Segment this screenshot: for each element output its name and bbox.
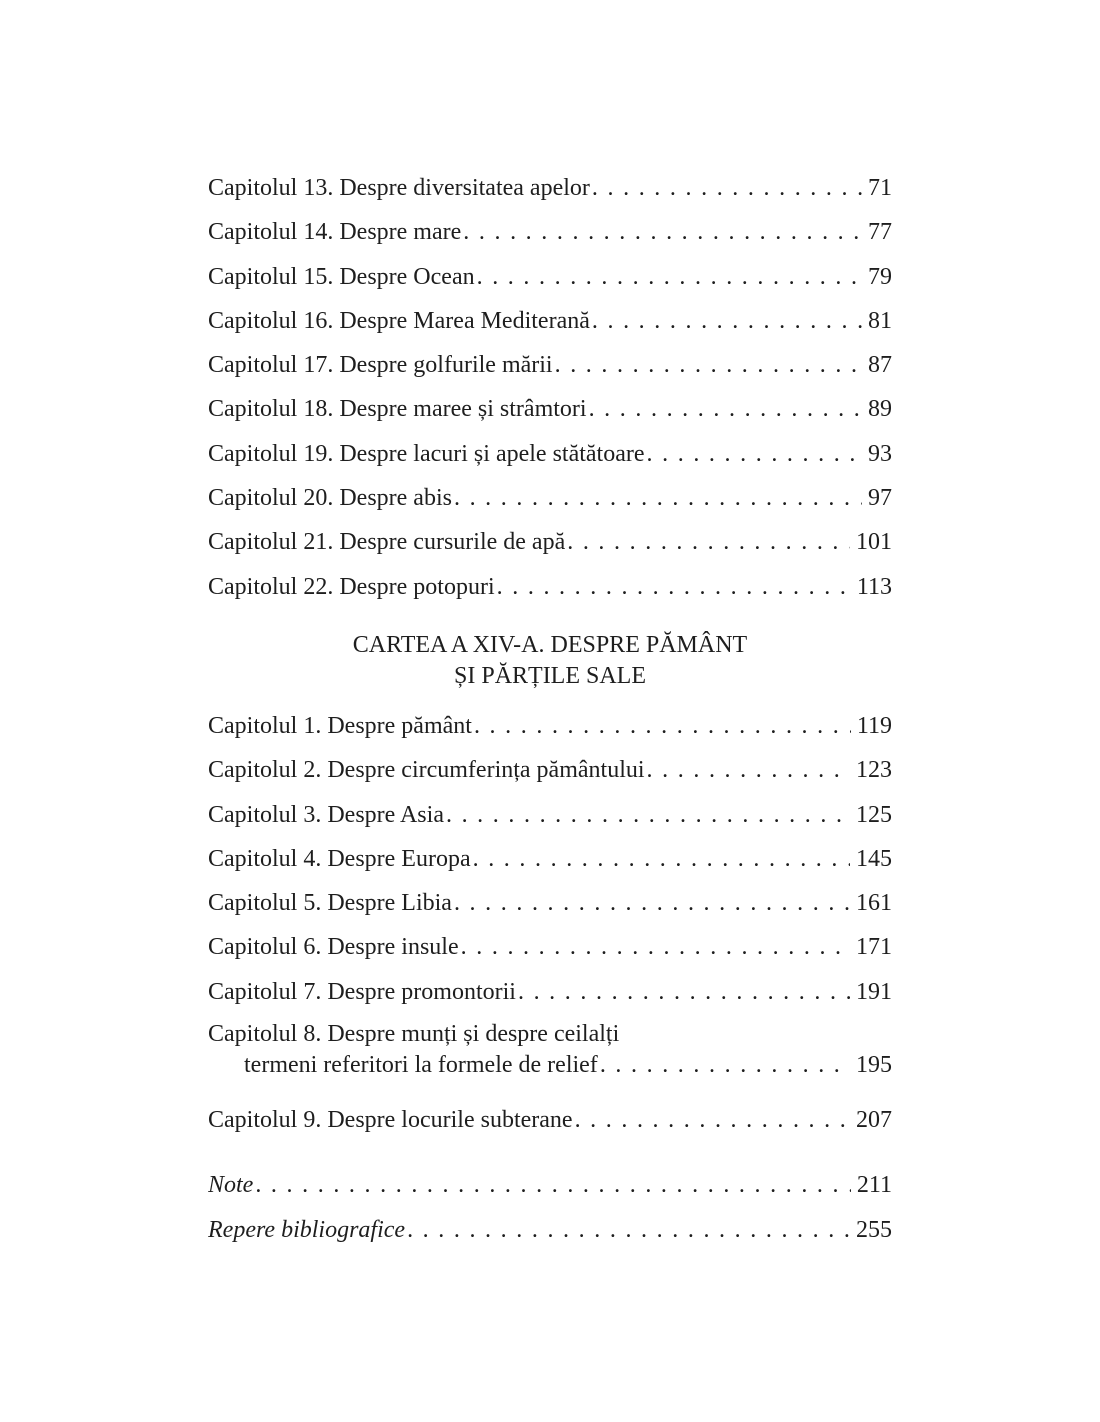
toc-entry-page: 79 [868,263,892,290]
toc-entry-page: 89 [868,396,892,423]
toc-entry [208,255,892,299]
dot-leader [463,210,862,254]
toc-entry-title: Capitolul 15. Despre Ocean [208,255,477,299]
dot-leader [647,432,862,476]
toc-entry-page: 255 [856,1216,892,1243]
toc-entry [208,432,892,476]
toc-entry-page: 195 [856,1052,892,1079]
toc-entry-multiline [208,1014,892,1098]
toc-entry-title: Capitolul 7. Despre promontorii [208,970,518,1014]
toc-entry [208,881,892,925]
toc-entry-page: 113 [856,573,892,600]
section-heading [208,630,892,692]
dot-leader [567,520,850,564]
toc-entry-title-line1: Capitolul 8. Despre munți și despre ceilalți [208,1021,620,1048]
dot-leader [600,1050,850,1081]
dot-leader [454,476,862,520]
toc-entry-title: Note [208,1163,255,1207]
toc-entry-page: 211 [856,1172,892,1199]
toc-entry-title: Capitolul 22. Despre potopuri [208,565,497,609]
toc-entry-title: Capitolul 5. Despre Libia [208,881,454,925]
toc-entry-page: 119 [856,712,892,739]
toc-entry-page: 125 [856,801,892,828]
toc-entry [208,793,892,837]
toc-entry-title: Capitolul 20. Despre abis [208,476,454,520]
toc-entry-title: Capitolul 4. Despre Europa [208,837,473,881]
dot-leader [647,748,850,792]
toc-entry-page: 191 [856,978,892,1005]
toc-entry-title: Capitolul 14. Despre mare [208,210,463,254]
toc-entry-title: Capitolul 1. Despre pământ [208,704,474,748]
dot-leader [473,837,850,881]
toc-entry-title: Capitolul 2. Despre circumferința pământului [208,748,647,792]
toc-entry-title: Capitolul 18. Despre maree și strâmtori [208,387,589,431]
toc-section-waters [208,166,892,609]
toc-entry [208,704,892,748]
toc-entry-title: Capitolul 9. Despre locurile subterane [208,1098,575,1142]
toc-entry-page: 145 [856,845,892,872]
toc-entry-page: 161 [856,890,892,917]
spacer [208,1142,892,1163]
toc-entry [208,387,892,431]
toc-entry [208,210,892,254]
toc-entry [208,748,892,792]
toc-entry-page: 93 [868,440,892,467]
toc-entry-page: 71 [868,175,892,201]
toc-entry [208,565,892,609]
toc-entry-title: Capitolul 16. Despre Marea Mediterană [208,299,592,343]
dot-leader [477,255,862,299]
toc-entry-page: 207 [856,1107,892,1134]
dot-leader [592,299,862,343]
toc-entry [208,1163,892,1207]
toc-entry [208,1098,892,1142]
toc-entry-title: Capitolul 3. Despre Asia [208,793,446,837]
dot-leader [255,1163,851,1207]
dot-leader [454,881,850,925]
toc-entry-title: Repere bibliografice [208,1208,407,1252]
toc-entry-page: 97 [868,485,892,512]
dot-leader [474,704,851,748]
toc-entry-title: Capitolul 13. Despre diversitatea apelor [208,166,592,210]
toc-entry [208,925,892,969]
toc-entry [208,476,892,520]
toc-entry [208,166,892,210]
toc-section-back-matter [208,1163,892,1252]
toc-entry-title: Capitolul 21. Despre cursurile de apă [208,520,567,564]
toc-entry-page: 77 [868,219,892,246]
toc-entry [208,837,892,881]
toc-entry-page: 101 [856,529,892,556]
toc-entry-page: 81 [868,307,892,334]
toc-entry-title: Capitolul 6. Despre insule [208,925,461,969]
dot-leader [407,1208,850,1252]
dot-leader [518,970,850,1014]
toc-entry-page: 123 [856,757,892,784]
dot-leader [461,925,850,969]
toc-entry [208,970,892,1014]
toc-entry-title-line2: termeni referitori la formele de relief [244,1052,598,1079]
toc-entry [208,343,892,387]
toc-entry [208,520,892,564]
dot-leader [575,1098,850,1142]
toc-entry-page: 171 [856,934,892,961]
section-heading-line2: ȘI PĂRȚILE SALE [454,662,646,689]
dot-leader [497,565,851,609]
toc-entry-title: Capitolul 19. Despre lacuri și apele stătătoare [208,432,647,476]
dot-leader [589,387,862,431]
toc-entry-page: 87 [868,352,892,379]
table-of-contents [208,166,892,1252]
dot-leader [592,166,862,210]
toc-section-earth [208,704,892,1142]
toc-entry-title: Capitolul 17. Despre golfurile mării [208,343,555,387]
toc-entry [208,299,892,343]
dot-leader [555,343,862,387]
toc-entry-line2 [208,1050,892,1081]
toc-entry [208,1208,892,1252]
section-heading-line1: CARTEA A XIV-A. DESPRE PĂMÂNT [352,631,748,658]
dot-leader [446,793,850,837]
